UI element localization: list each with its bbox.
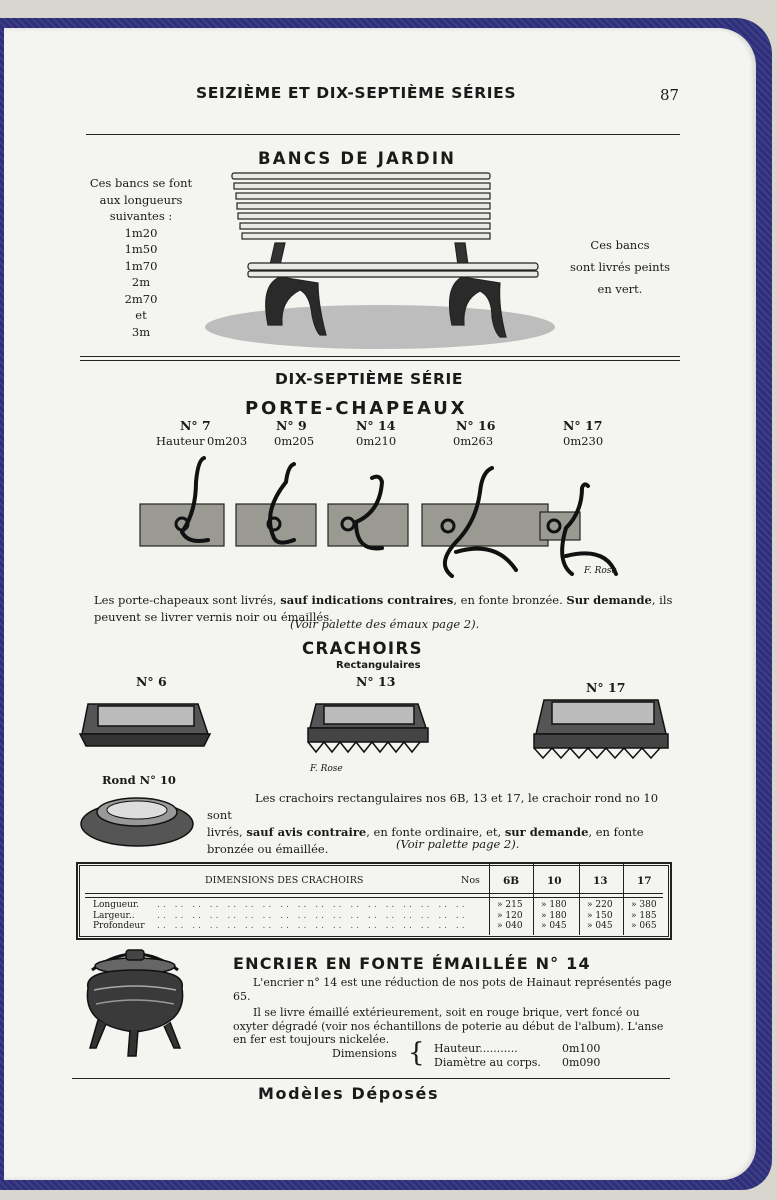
dimension-value: 0m090 [562, 1056, 601, 1069]
hat-hook-number: N° 17 [563, 418, 603, 433]
table-divider [623, 863, 624, 935]
table-cell: » 040 [497, 921, 523, 931]
table-header-rule [85, 897, 663, 898]
porte-chapeaux-title: PORTE-CHAPEAUX [245, 398, 468, 419]
table-nos-label: Nos [461, 875, 480, 886]
footer-text: Modèles Déposés [258, 1084, 440, 1103]
table-row-label: Largeur.. [93, 910, 135, 921]
table-column-values [497, 900, 523, 932]
bench-length: 2m [131, 275, 151, 289]
dimension-value: 0m100 [562, 1042, 601, 1055]
table-column-header: 13 [593, 875, 608, 887]
dimension-label: Hauteur........... [434, 1042, 518, 1055]
table-cell: » 380 [631, 900, 657, 910]
round-spittoon-illustration [76, 786, 198, 852]
table-divider [579, 863, 580, 935]
table-row-label: Profondeur [93, 921, 145, 931]
crachoir-rond-label: Rond N° 10 [102, 773, 176, 787]
hat-hook-number: N° 16 [456, 418, 496, 433]
hat-hook-number: N° 9 [276, 418, 307, 433]
bench-length: 1m20 [124, 225, 158, 240]
encrier-paragraph-1: L'encrier n° 14 est une réduction de nos pots de Hainaut représentés page 65. [233, 976, 672, 1003]
serie17-title: DIX-SEPTIÈME SÉRIE [275, 370, 464, 388]
table-cell: » 065 [631, 921, 657, 931]
table-cell: » 045 [587, 921, 613, 931]
hat-hook-height: 0m210 [356, 434, 397, 448]
section-double-rule [80, 356, 680, 361]
table-row-labels [93, 900, 145, 932]
table-divider [489, 863, 490, 935]
bench-length: 1m70 [124, 258, 158, 273]
table-column-values [587, 900, 613, 932]
hat-hook-number: N° 7 [180, 418, 211, 433]
inkwell-pot-illustration [80, 944, 190, 1060]
table-cell: » 215 [497, 900, 523, 910]
engraver-signature: F. Rose [310, 764, 343, 774]
bancs-text-line: sont livrés peints [570, 260, 670, 274]
crachoirs-description: Les crachoirs rectangulaires nos 6B, 13 et 17, le crachoir rond no 10 sont livrés, sauf avis contraire, en fonte ordinaire, et, sur demande, en fonte bronzée ou émaillée. [207, 791, 659, 856]
series-header: SEIZIÈME ET DIX-SEPTIÈME SÉRIES [196, 84, 517, 102]
hat-hook-number: N° 14 [356, 418, 396, 433]
table-cell: » 180 [541, 900, 567, 910]
table-column-values [541, 900, 567, 932]
table-header-rule [85, 893, 663, 894]
dimensions-table [76, 862, 672, 940]
bancs-title: BANCS DE JARDIN [258, 149, 457, 168]
crachoir-number: N° 17 [586, 680, 626, 695]
crachoir-number: N° 13 [356, 674, 396, 689]
crachoir-number: N° 6 [136, 674, 167, 689]
bancs-right-text [560, 234, 680, 300]
bancs-text-line: Ces bancs se font [89, 176, 193, 190]
dimensions-label: Dimensions [332, 1047, 397, 1060]
table-column-header: 10 [547, 875, 562, 887]
engraver-signature: F. Rose [584, 566, 617, 576]
crachoirs-illustration [78, 694, 678, 764]
bancs-text-line: suivantes : [109, 209, 173, 223]
footer-rule [72, 1078, 670, 1079]
crachoirs-note: (Voir palette page 2). [396, 837, 520, 851]
encrier-dimension-labels [434, 1042, 541, 1070]
hat-hook-height: 0m205 [274, 434, 315, 448]
table-leader-dots: .. .. .. .. .. .. .. .. .. .. .. .. .. .. .. .. .. .. .. .. .. .. .. .. .. .. .. .. .. .. .. .. .. .. .. .. .. .. .. .. .. .. .. .. .. .. .. .. .. .. .. .. .. .. [157, 900, 468, 931]
bancs-left-text [86, 175, 196, 340]
table-divider [533, 863, 534, 935]
encrier-dimension-values [562, 1042, 600, 1070]
table-cell: » 220 [587, 900, 613, 910]
table-cell: » 150 [587, 910, 613, 921]
hat-hook-height: 0m203 [207, 434, 248, 448]
dimensions-brace: { [408, 1038, 425, 1068]
hat-hooks-illustration [136, 452, 636, 587]
header-rule [86, 134, 680, 135]
page-number: 87 [660, 86, 680, 104]
bancs-text-line: en vert. [597, 282, 643, 296]
encrier-title: ENCRIER EN FONTE ÉMAILLÉE N° 14 [233, 954, 591, 973]
dimension-label: Diamètre au corps. [434, 1056, 541, 1069]
table-cell: » 045 [541, 921, 567, 931]
hat-hook-height: 0m230 [563, 434, 604, 448]
table-column-header: 17 [637, 875, 652, 887]
table-cell: » 180 [541, 910, 567, 921]
bench-length: 3m [131, 324, 151, 339]
bench-length: 1m50 [124, 242, 158, 256]
crachoirs-title: CRACHOIRS [302, 639, 423, 658]
garden-bench-illustration [200, 165, 565, 355]
bench-length: et [135, 308, 147, 322]
table-cell: » 120 [497, 910, 523, 921]
table-column-values [631, 900, 657, 932]
table-cell: » 185 [631, 910, 657, 921]
table-column-header: 6B [503, 875, 520, 887]
bench-length: 2m70 [124, 291, 158, 306]
porte-chapeaux-note: (Voir palette des émaux page 2). [290, 617, 480, 631]
hauteur-label: Hauteur [156, 434, 205, 448]
hat-hook-height: 0m263 [453, 434, 494, 448]
crachoirs-subtitle: Rectangulaires [336, 660, 421, 671]
encrier-paragraph-2: Il se livre émaillé extérieurement, soit en rouge brique, vert foncé ou oxyter dégradé (voir nos échantillons de poterie au début de l'album). L'anse en fer est toujours nickelée. [233, 1006, 664, 1046]
bancs-text-line: Ces bancs [590, 238, 650, 252]
table-row-label: Longueur. [93, 900, 140, 910]
bancs-text-line: aux longueurs [99, 192, 183, 207]
table-caption: DIMENSIONS DES CRACHOIRS [205, 875, 364, 886]
porte-chapeaux-description: Les porte-chapeaux sont livrés, sauf indications contraires, en fonte bronzée. Sur demande, ils peuvent se livrer vernis noir ou émaillés. [94, 593, 673, 624]
